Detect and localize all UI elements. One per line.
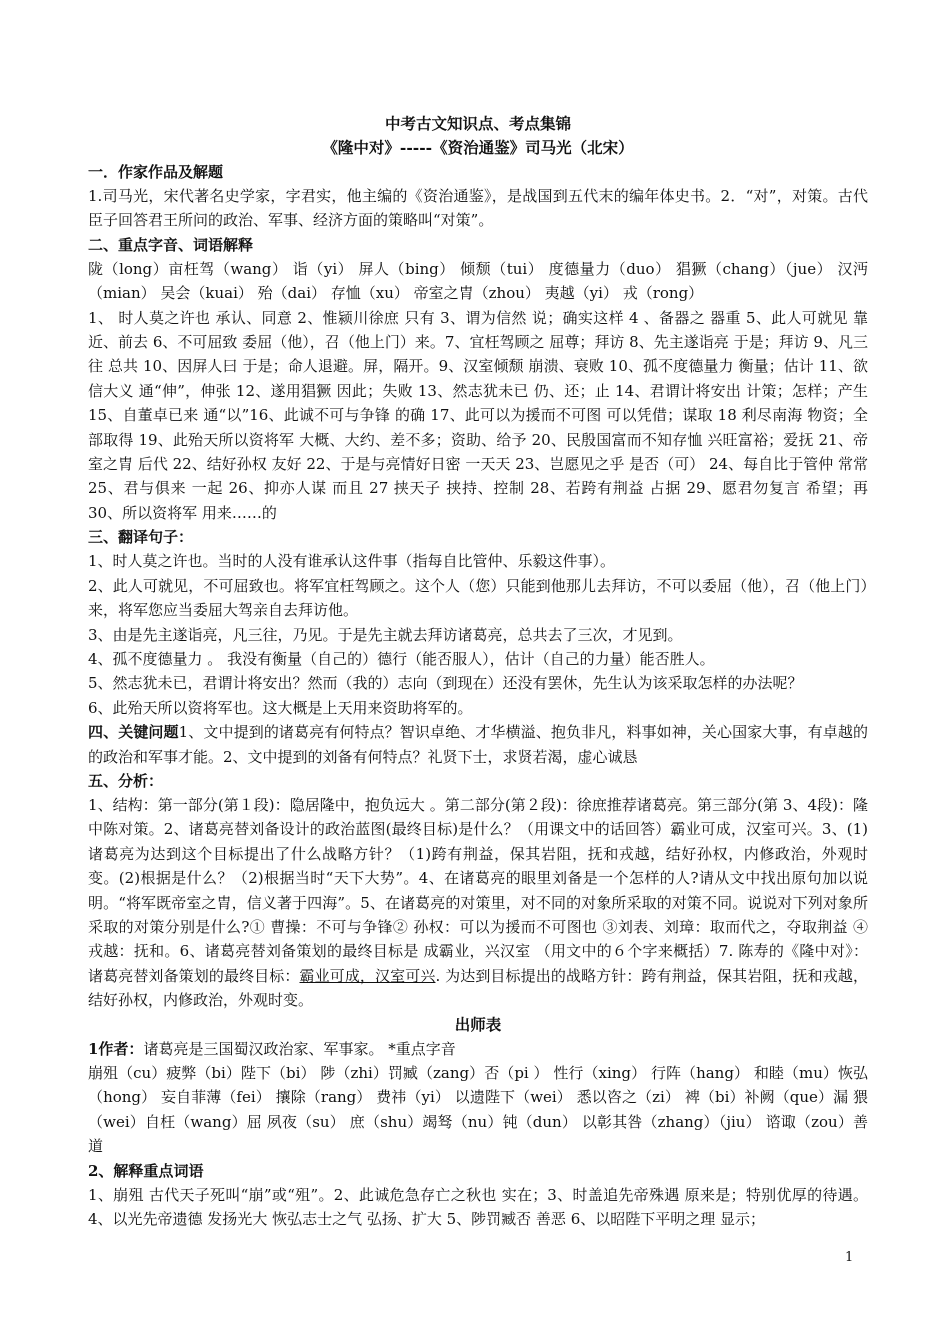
section-4-paragraph (88, 720, 868, 769)
author-heading: 1作者： (88, 1039, 144, 1058)
translation-line-5: 5、然志犹未已，君谓计将安出？然而（我的）志向（到现在）还没有罢休，先生认为该采取怎样的办法呢？ (88, 674, 803, 693)
chushibiao-pronunciation: 崩殂（cu）疲弊（bi）陛下（bi） 陟（zhi）罚臧（zang）否（pi ） 性行（xing） 行阵（hang） 和睦（mu）恢弘（hong） 妄自菲薄（fei） 攘除（rang） 费祎（yi） 以遗陛下（wei） 悉以咨之（zi） 裨（bi）补阙（que）漏 猥（wei）自枉（wang）屈 夙夜（su） 庶（shu）竭驽（nu）钝（dun） 以彰其咎（zhang）（jiu） 谘诹（zou）善道 (88, 1064, 868, 1156)
section-2-pronunciation: 陇（long）亩枉驾（wang） 诣（yi） 屏人（bing） 倾颓（tui） 度德量力（duo） 猖獗（chang）（jue） 汉沔（mian） 吴会（kuai） 殆（dai） 存恤（xu） 帝室之胄（zhou） 夷越（yi） 戎（rong） (88, 259, 868, 303)
section-1-heading: 一．作家作品及解题 (88, 163, 224, 181)
document-title: 中考古文知识点、考点集锦 (384, 114, 571, 133)
translation-line-3: 3、由是先主遂诣亮，凡三往，乃见。于是先主就去拜访诸葛亮，总共去了三次，才见到。 (88, 625, 683, 644)
author-text: 诸葛亮是三国蜀汉政治家、军事家。 *重点字音 (143, 1039, 456, 1058)
chushibiao-words-text: 1、崩殂 古代天子死叫“崩”或“殂”。2、此诚危急存亡之秋也 实在；3、时盖追先帝殊遇 原来是；特别优厚的待遇。4、以光先帝遗德 发扬光大 恢弘志士之气 弘扬、扩大 5、陟罚臧否 善恶 6、以昭陛下平明之理 显示； (88, 1185, 868, 1229)
page-number: 1 (845, 1250, 854, 1265)
section-5-heading: 五、分析： (88, 771, 164, 790)
document-subtitle: 《隆中对》-----《资治通鉴》司马光（北宋） (322, 138, 634, 157)
section-5-text: 1、结构：第一部分(第１段)：隐居隆中，抱负远大 。第二部分(第２段)：徐庶推荐诸葛亮。第三部分(第 3、4段)：隆中陈对策。2、诸葛亮替刘备设计的政治蓝图(最终目标)是什么？（用课文中的话回答）霸业可成，汉室可兴。3、(1)诸葛亮为达到这个目标提出了什么战略方针？（1)跨有荆益，保其岩阻，抚和戎越，结好孙权，内修政治，外观时变。(2)根据是什么？（2)根据当时“天下大势”。4、在诸葛亮的眼里刘备是一个怎样的人?请从文中找出原句加以说明。“将军既帝室之胄，信义著于四海”。5、在诸葛亮的对策里，对不同的对象所采取的对策不同。说说对下列对象所采取的对策分别是什么?① 曹操：不可与争锋② 孙权：可以为援而不可图也 ③刘表、刘璋：取而代之，夺取荆益 ④ 戎越：抚和。6、诸葛亮替刘备策划的最终目标是 成霸业，兴汉室 （用文中的６个字来概括）7. 陈寿的《隆中对》：诸葛亮替刘备策划的最终目标： (88, 795, 868, 985)
section-1-text: 1.司马光，宋代著名史学家，字君实，他主编的《资治通鉴》，是战国到五代末的编年体史书。2．“对”，对策。古代臣子回答君王所问的政治、军事、经济方面的策略叫“对策”。 (88, 187, 868, 230)
chushibiao-words-heading: 2、解释重点词语 (88, 1161, 204, 1180)
section-2-word-list: 1、 时人莫之许也 承认、同意 2、惟颍川徐庶 只有 3、谓为信然 说；确实这样 4 、备器之 器重 5、此人可就见 靠近、前去 6、不可屈致 委屈（他），召（他上门）来。7、宜枉驾顾之 屈尊；拜访 8、先主遂诣亮 于是；拜访 9、凡三往 总共 10、因屏人曰 于是；命人退避。屏，隔开。9、汉室倾颓 崩溃、衰败 10、孤不度德量力 衡量；估计 11、欲信大义 通“伸”，伸张 12、遂用猖獗 因此；失败 13、然志犹未已 仍、还；止 14、君谓计将安出 计策；怎样；产生 15、自董卓已来 通“以”16、此诚不可与争锋 的确 17、此可以为援而不可图 可以凭借；谋取 18 利尽南海 物资；全部取得 19、此殆天所以资将军 大概、大约、差不多；资助、给予 20、民殷国富而不知存恤 兴旺富裕；爱抚 21、帝室之胄 后代 22、结好孙权 友好 22、于是与亮情好日密 一天天 23、岂愿见之乎 是否（可） 24、每自比于管仲 常常 25、君与俱来 一起 26、抑亦人谋 而且 27 挟天子 挟持、控制 28、若跨有荆益 占据 29、愿君勿复言 希望；再 30、所以资将军 用来……的 (88, 308, 868, 522)
document-page (88, 112, 868, 1231)
section-2-heading: 二、重点字音、词语解释 (88, 235, 254, 254)
section-3-heading: 三、翻译句子： (88, 528, 194, 547)
chushibiao-title: 出师表 (454, 1014, 502, 1034)
translation-line-1: 1、时人莫之许也。当时的人没有谁承认这件事（指每自比管仲、乐毅这件事）。 (88, 552, 616, 571)
section-5-text-end: . 为达到目标提出的战略方针：跨有荆益，保其岩阻，抚和戎越，结好孙权，内修政治，外观时变。 (88, 966, 868, 1010)
author-paragraph (88, 1037, 868, 1061)
translation-line-4: 4、孤不度德量力 。 我没有衡量（自己的）德行（能否服人），估计（自己的力量）能否胜人。 (88, 649, 715, 668)
section-4-heading: 四、关键问题 (88, 723, 179, 742)
translation-line-6: 6、此殆天所以资将军也。这大概是上天用来资助将军的。 (88, 698, 473, 717)
section-4-text: 1、文中提到的诸葛亮有何特点？智识卓绝、才华横溢、抱负非凡，料事如神，关心国家大事，有卓越的的政治和军事才能。2、文中提到的刘备有何特点？礼贤下士，求贤若渴，虚心诚恳 (88, 723, 868, 766)
section-5-paragraph (88, 793, 868, 1013)
underlined-answer: 霸业可成，汉室可兴 (299, 966, 436, 985)
translation-line-2: 2、此人可就见，不可屈致也。将军宜枉驾顾之。这个人（您）只能到他那儿去拜访，不可以委屈（他），召（他上门）来，将军您应当委屈大驾亲自去拜访他。 (88, 576, 868, 620)
